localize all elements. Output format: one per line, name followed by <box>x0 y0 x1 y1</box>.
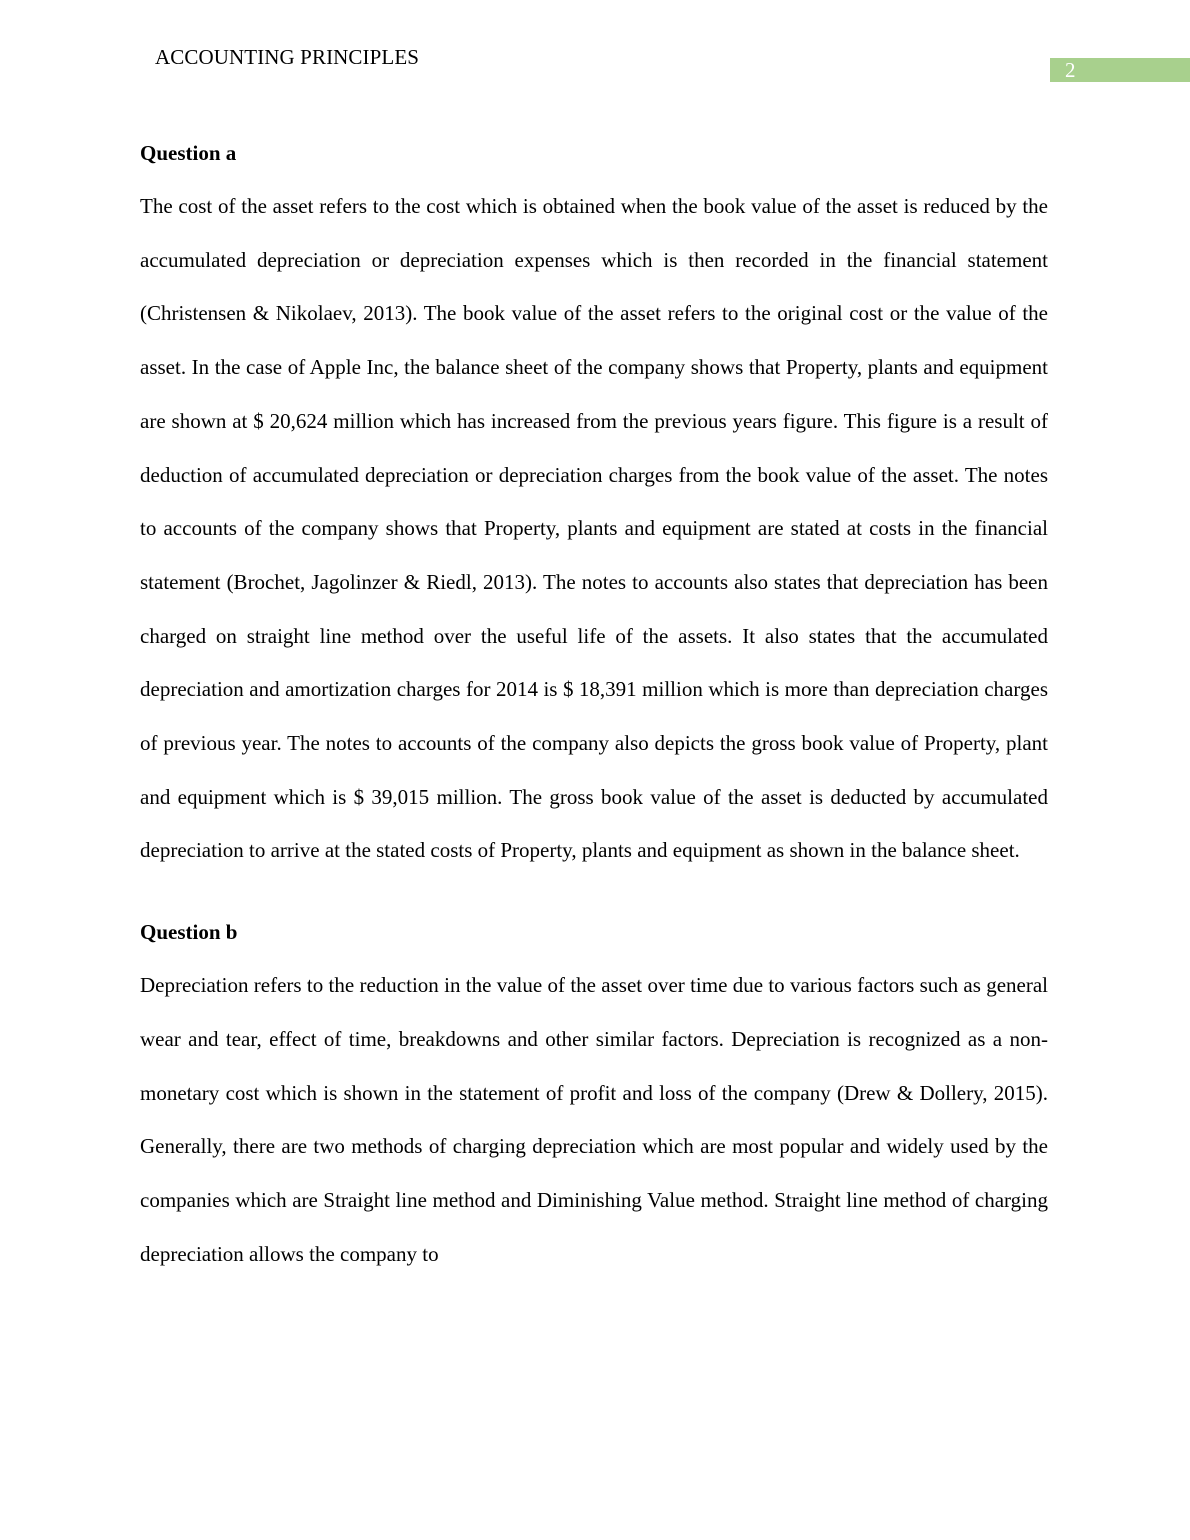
section-heading: Question a <box>140 141 237 165</box>
running-head: ACCOUNTING PRINCIPLES <box>155 45 420 69</box>
section-paragraph: Depreciation refers to the reduction in the value of the asset over time due to various factors such as general wear and tear, effect of time, breakdowns and other similar factors. Depreciation is recognized as a non-monetary cost which is shown in the statement of profit and loss of the company (Drew & Dollery, 2015). Generally, there are two methods of charging depreciation which are most popular and widely used by the companies which are Straight line method and Diminishing Value method. Straight line method of charging depreciation allows the company to <box>140 973 1048 1266</box>
section-paragraph: The cost of the asset refers to the cost which is obtained when the book value of the asset is reduced by the accumulated depreciation or depreciation expenses which is then recorded in the financial statement (Christensen & Nikolaev, 2013). The book value of the asset refers to the original cost or the value of the asset. In the case of Apple Inc, the balance sheet of the company shows that Property, plants and equipment are shown at $ 20,624 million which has increased from the previous years figure. This figure is a result of deduction of accumulated depreciation or depreciation charges from the book value of the asset. The notes to accounts of the company shows that Property, plants and equipment are stated at costs in the financial statement (Brochet, Jagolinzer & Riedl, 2013). The notes to accounts also states that depreciation has been charged on straight line method over the useful life of the assets. It also states that the accumulated depreciation and amortization charges for 2014 is $ 18,391 million which is more than depreciation charges of previous year. The notes to accounts of the company also depicts the gross book value of Property, plant and equipment which is $ 39,015 million. The gross book value of the asset is deducted by accumulated depreciation to arrive at the stated costs of Property, plants and equipment as shown in the balance sheet. <box>140 194 1048 863</box>
section-question-a <box>140 138 1048 878</box>
section-question-b <box>140 917 1048 1281</box>
page-number-badge <box>1050 58 1190 82</box>
document-body <box>140 138 1048 1281</box>
section-heading: Question b <box>140 920 238 945</box>
page-number: 2 <box>1065 58 1076 82</box>
